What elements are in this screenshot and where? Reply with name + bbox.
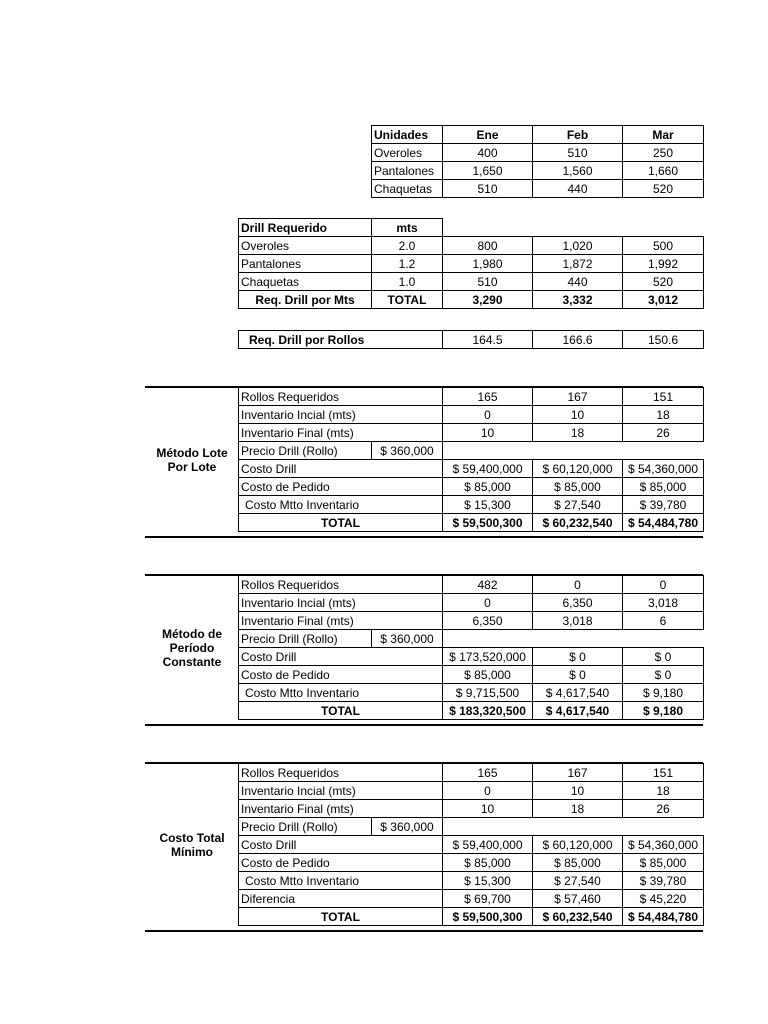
row-label: Inventario Incial (mts) — [239, 782, 443, 800]
cell: $ 60,120,000 — [533, 836, 623, 854]
total-cell: $ 59,500,300 — [443, 908, 533, 926]
table-row — [239, 478, 704, 496]
row-label: Rollos Requeridos — [239, 388, 443, 406]
cell: $ 85,000 — [623, 854, 704, 872]
method-table — [238, 575, 704, 720]
table-row — [239, 406, 704, 424]
cell: 18 — [533, 800, 623, 818]
cell: 1,980 — [443, 255, 533, 273]
cell: $ 39,780 — [623, 872, 704, 890]
table-row — [239, 255, 704, 273]
table-row — [239, 442, 704, 460]
cell: $ 4,617,540 — [533, 684, 623, 702]
cell: 1,992 — [623, 255, 704, 273]
table-row — [239, 576, 704, 594]
method-label: Método Lote Por Lote — [156, 445, 228, 474]
cell: 18 — [533, 424, 623, 442]
cell: 10 — [533, 406, 623, 424]
total-cell: $ 9,180 — [623, 702, 704, 720]
cell: $ 9,715,500 — [443, 684, 533, 702]
cell: 520 — [623, 180, 704, 198]
table-row — [239, 273, 704, 291]
price-value: $ 360,000 — [372, 442, 443, 460]
cell: 3,018 — [623, 594, 704, 612]
table-row — [239, 291, 704, 309]
cell: 510 — [443, 180, 533, 198]
cell: $ 0 — [623, 648, 704, 666]
month-ene: Ene — [443, 126, 533, 144]
cell: $ 85,000 — [443, 854, 533, 872]
cell: 400 — [443, 144, 533, 162]
row-label: Precio Drill (Rollo) — [239, 442, 372, 460]
cell: 3,332 — [533, 291, 623, 309]
total-cell: $ 59,500,300 — [443, 514, 533, 532]
cell: 800 — [443, 237, 533, 255]
units-header: Unidades — [372, 126, 443, 144]
table-row — [239, 594, 704, 612]
cell: 3,012 — [623, 291, 704, 309]
table-row — [239, 460, 704, 478]
total-cell: $ 54,484,780 — [623, 908, 704, 926]
table-row — [239, 237, 704, 255]
cell: $ 57,460 — [533, 890, 623, 908]
total-label: TOTAL — [239, 514, 443, 532]
month-feb: Feb — [533, 126, 623, 144]
table-row — [372, 162, 704, 180]
cell: $ 54,360,000 — [623, 460, 704, 478]
row-label: Rollos Requeridos — [239, 764, 443, 782]
cell: $ 15,300 — [443, 496, 533, 514]
row-label: Chaquetas — [372, 180, 443, 198]
cell: $ 85,000 — [623, 478, 704, 496]
cell: $ 59,400,000 — [443, 460, 533, 478]
cell: $ 27,540 — [533, 872, 623, 890]
cell: 167 — [533, 388, 623, 406]
row-label: Costo de Pedido — [239, 666, 443, 684]
cell: 1,660 — [623, 162, 704, 180]
table-row — [239, 782, 704, 800]
row-label: Req. Drill por Mts — [239, 291, 372, 309]
row-label: Precio Drill (Rollo) — [239, 630, 372, 648]
section-bottom-rule — [145, 930, 703, 932]
row-label: Inventario Incial (mts) — [239, 406, 443, 424]
table-row — [239, 890, 704, 908]
row-label: Costo de Pedido — [239, 478, 443, 496]
total-label: TOTAL — [239, 702, 443, 720]
row-label: Overoles — [239, 237, 372, 255]
row-label: Costo Drill — [239, 460, 443, 478]
cell: 1,020 — [533, 237, 623, 255]
table-row — [372, 126, 704, 144]
table-row — [239, 800, 704, 818]
cell: 6 — [623, 612, 704, 630]
cell: 26 — [623, 424, 704, 442]
empty-cell — [443, 630, 704, 648]
table-row — [239, 684, 704, 702]
cell: 6,350 — [533, 594, 623, 612]
row-label: Costo de Pedido — [239, 854, 443, 872]
table-row — [372, 180, 704, 198]
cell: $ 0 — [623, 666, 704, 684]
cell: $ 85,000 — [443, 666, 533, 684]
cell: 10 — [533, 782, 623, 800]
cell: 164.5 — [443, 331, 533, 349]
row-label: Costo Mtto Inventario — [239, 872, 443, 890]
cell: 18 — [623, 782, 704, 800]
cell: 18 — [623, 406, 704, 424]
table-row — [239, 764, 704, 782]
method-table — [238, 763, 704, 926]
cell: $ 15,300 — [443, 872, 533, 890]
table-row — [239, 854, 704, 872]
table-row — [239, 702, 704, 720]
table-row — [239, 836, 704, 854]
total-cell: $ 4,617,540 — [533, 702, 623, 720]
table-row — [372, 144, 704, 162]
method-label: Costo Total Mínimo — [159, 831, 225, 860]
table-row — [239, 514, 704, 532]
cell: 3,290 — [443, 291, 533, 309]
cell: $ 54,360,000 — [623, 836, 704, 854]
row-label: Precio Drill (Rollo) — [239, 818, 372, 836]
row-label: Overoles — [372, 144, 443, 162]
row-label: Req. Drill por Rollos — [239, 331, 443, 349]
cell: 0 — [533, 576, 623, 594]
cell: 6,350 — [443, 612, 533, 630]
cell: 482 — [443, 576, 533, 594]
empty-cell — [443, 818, 704, 836]
cell: $ 85,000 — [533, 478, 623, 496]
total-cell: $ 60,232,540 — [533, 514, 623, 532]
price-value: $ 360,000 — [372, 818, 443, 836]
table-row — [239, 612, 704, 630]
cell: $ 85,000 — [443, 478, 533, 496]
cell: $ 9,180 — [623, 684, 704, 702]
row-label: Costo Mtto Inventario — [239, 684, 443, 702]
cell: 0 — [443, 406, 533, 424]
cell: 167 — [533, 764, 623, 782]
cell: 510 — [533, 144, 623, 162]
table-row — [239, 666, 704, 684]
price-value: $ 360,000 — [372, 630, 443, 648]
row-label: Rollos Requeridos — [239, 576, 443, 594]
total-label: TOTAL — [239, 908, 443, 926]
cell: $ 45,220 — [623, 890, 704, 908]
table-row — [239, 630, 704, 648]
row-label: Diferencia — [239, 890, 443, 908]
row-label: Pantalones — [372, 162, 443, 180]
empty-cell — [443, 442, 704, 460]
rollos-table — [238, 330, 704, 349]
cell: 0 — [443, 782, 533, 800]
table-row — [239, 331, 704, 349]
units-table — [371, 125, 704, 198]
table-row — [239, 219, 704, 237]
drill-header: Drill Requerido — [239, 219, 372, 237]
cell: $ 39,780 — [623, 496, 704, 514]
method-label: Método de Período Constante — [162, 626, 222, 669]
cell: $ 59,400,000 — [443, 836, 533, 854]
cell: TOTAL — [372, 291, 443, 309]
cell: $ 173,520,000 — [443, 648, 533, 666]
cell: $ 27,540 — [533, 496, 623, 514]
cell: 0 — [443, 594, 533, 612]
cell: 151 — [623, 764, 704, 782]
mts-header: mts — [372, 219, 443, 237]
cell: 440 — [533, 180, 623, 198]
cell: $ 85,000 — [533, 854, 623, 872]
cell: 1,560 — [533, 162, 623, 180]
cell: 500 — [623, 237, 704, 255]
row-label: Chaquetas — [239, 273, 372, 291]
row-label: Costo Mtto Inventario — [239, 496, 443, 514]
row-label: Pantalones — [239, 255, 372, 273]
table-row — [239, 496, 704, 514]
cell: 510 — [443, 273, 533, 291]
table-row — [239, 872, 704, 890]
cell: 165 — [443, 764, 533, 782]
drill-table — [238, 218, 704, 309]
table-row — [239, 908, 704, 926]
total-cell: $ 60,232,540 — [533, 908, 623, 926]
cell: 166.6 — [533, 331, 623, 349]
row-label: Costo Drill — [239, 648, 443, 666]
cell: 520 — [623, 273, 704, 291]
cell: 250 — [623, 144, 704, 162]
cell: 1,872 — [533, 255, 623, 273]
row-label: Inventario Final (mts) — [239, 424, 443, 442]
table-row — [239, 648, 704, 666]
row-label: Inventario Final (mts) — [239, 612, 443, 630]
cell: $ 0 — [533, 666, 623, 684]
cell: $ 0 — [533, 648, 623, 666]
cell: 151 — [623, 388, 704, 406]
method-table — [238, 387, 704, 532]
row-label: Costo Drill — [239, 836, 443, 854]
cell: 26 — [623, 800, 704, 818]
cell: $ 60,120,000 — [533, 460, 623, 478]
cell: 10 — [443, 800, 533, 818]
row-label: Inventario Incial (mts) — [239, 594, 443, 612]
cell: 10 — [443, 424, 533, 442]
cell: 1.0 — [372, 273, 443, 291]
cell: 3,018 — [533, 612, 623, 630]
table-row — [239, 818, 704, 836]
table-row — [239, 388, 704, 406]
cell: $ 69,700 — [443, 890, 533, 908]
cell: 2.0 — [372, 237, 443, 255]
cell: 0 — [623, 576, 704, 594]
cell: 440 — [533, 273, 623, 291]
total-cell: $ 183,320,500 — [443, 702, 533, 720]
section-bottom-rule — [145, 724, 703, 726]
section-bottom-rule — [145, 536, 703, 538]
row-label: Inventario Final (mts) — [239, 800, 443, 818]
table-row — [239, 424, 704, 442]
month-mar: Mar — [623, 126, 704, 144]
cell: 1.2 — [372, 255, 443, 273]
cell: 165 — [443, 388, 533, 406]
cell: 150.6 — [623, 331, 704, 349]
cell: 1,650 — [443, 162, 533, 180]
total-cell: $ 54,484,780 — [623, 514, 704, 532]
